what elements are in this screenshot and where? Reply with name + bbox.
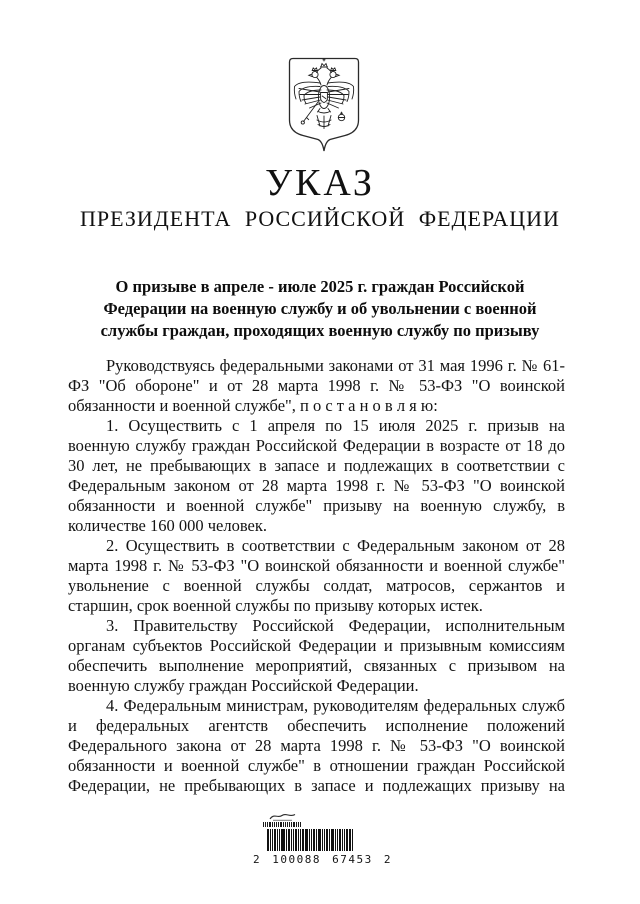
body-paragraph: 1. Осуществить с 1 апреля по 15 июля 2025 г. призыв на военную службу граждан Российской Федерации в возрасте от 18 до 30 лет, не пребывающих в запасе и подлежащих в соответствии с Федеральным законом от 28 марта 1998 г. № 53-ФЗ "О воинской обязанности и военной службе" призыву на военную службу, в количестве 160 000 человек. — [68, 416, 565, 535]
document-subject-title: О призыве в апреле - июле 2025 г. граждан Российской Федерации на военную службу и об увольнении с военной службы граждан, проходящих военную службу по призыву — [100, 277, 540, 340]
decree-body — [68, 356, 565, 796]
body-paragraph: 4. Федеральным министрам, руководителям федеральных служб и федеральных агентств обеспечить исполнение положений Федерального закона от 28 марта 1998 г. № 53-ФЗ "О воинской обязанности и военной службе" в отношении граждан Российской Федерации, не пребывающих в запасе и подлежащих призыву на — [68, 696, 565, 795]
russian-coat-of-arms-icon — [287, 56, 361, 160]
body-paragraph: 2. Осуществить в соответствии с Федеральным законом от 28 марта 1998 г. № 53-ФЗ "О воинской обязанности и военной службе" увольнение с военной службы солдат, матросов, сержантов и старшин, срок военной службы по призыву которых истек. — [68, 536, 565, 615]
document-type-heading: УКАЗ — [265, 162, 375, 204]
barcode — [253, 810, 392, 870]
body-paragraph: 3. Правительству Российской Федерации, исполнительным органам субъектов Российской Федерации и призывным комиссиям обеспечить выполнение мероприятий, связанных с призывом на военную службу граждан Российской Федерации. — [68, 616, 565, 695]
micro-barcode-icon — [263, 822, 302, 827]
barcode-bars-icon — [267, 829, 354, 851]
document-issuer-heading: ПРЕЗИДЕНТА РОССИЙСКОЙ ФЕДЕРАЦИИ — [80, 206, 560, 231]
print-mark-icon — [267, 810, 299, 822]
barcode-digits: 2 100088 67453 2 — [253, 853, 392, 866]
body-paragraph: Руководствуясь федеральными законами от 31 мая 1996 г. № 61-ФЗ "Об обороне" и от 28 марта 1998 г. № 53-ФЗ "О воинской обязанности и военной службе", п о с т а н о в л я ю: — [68, 356, 565, 415]
